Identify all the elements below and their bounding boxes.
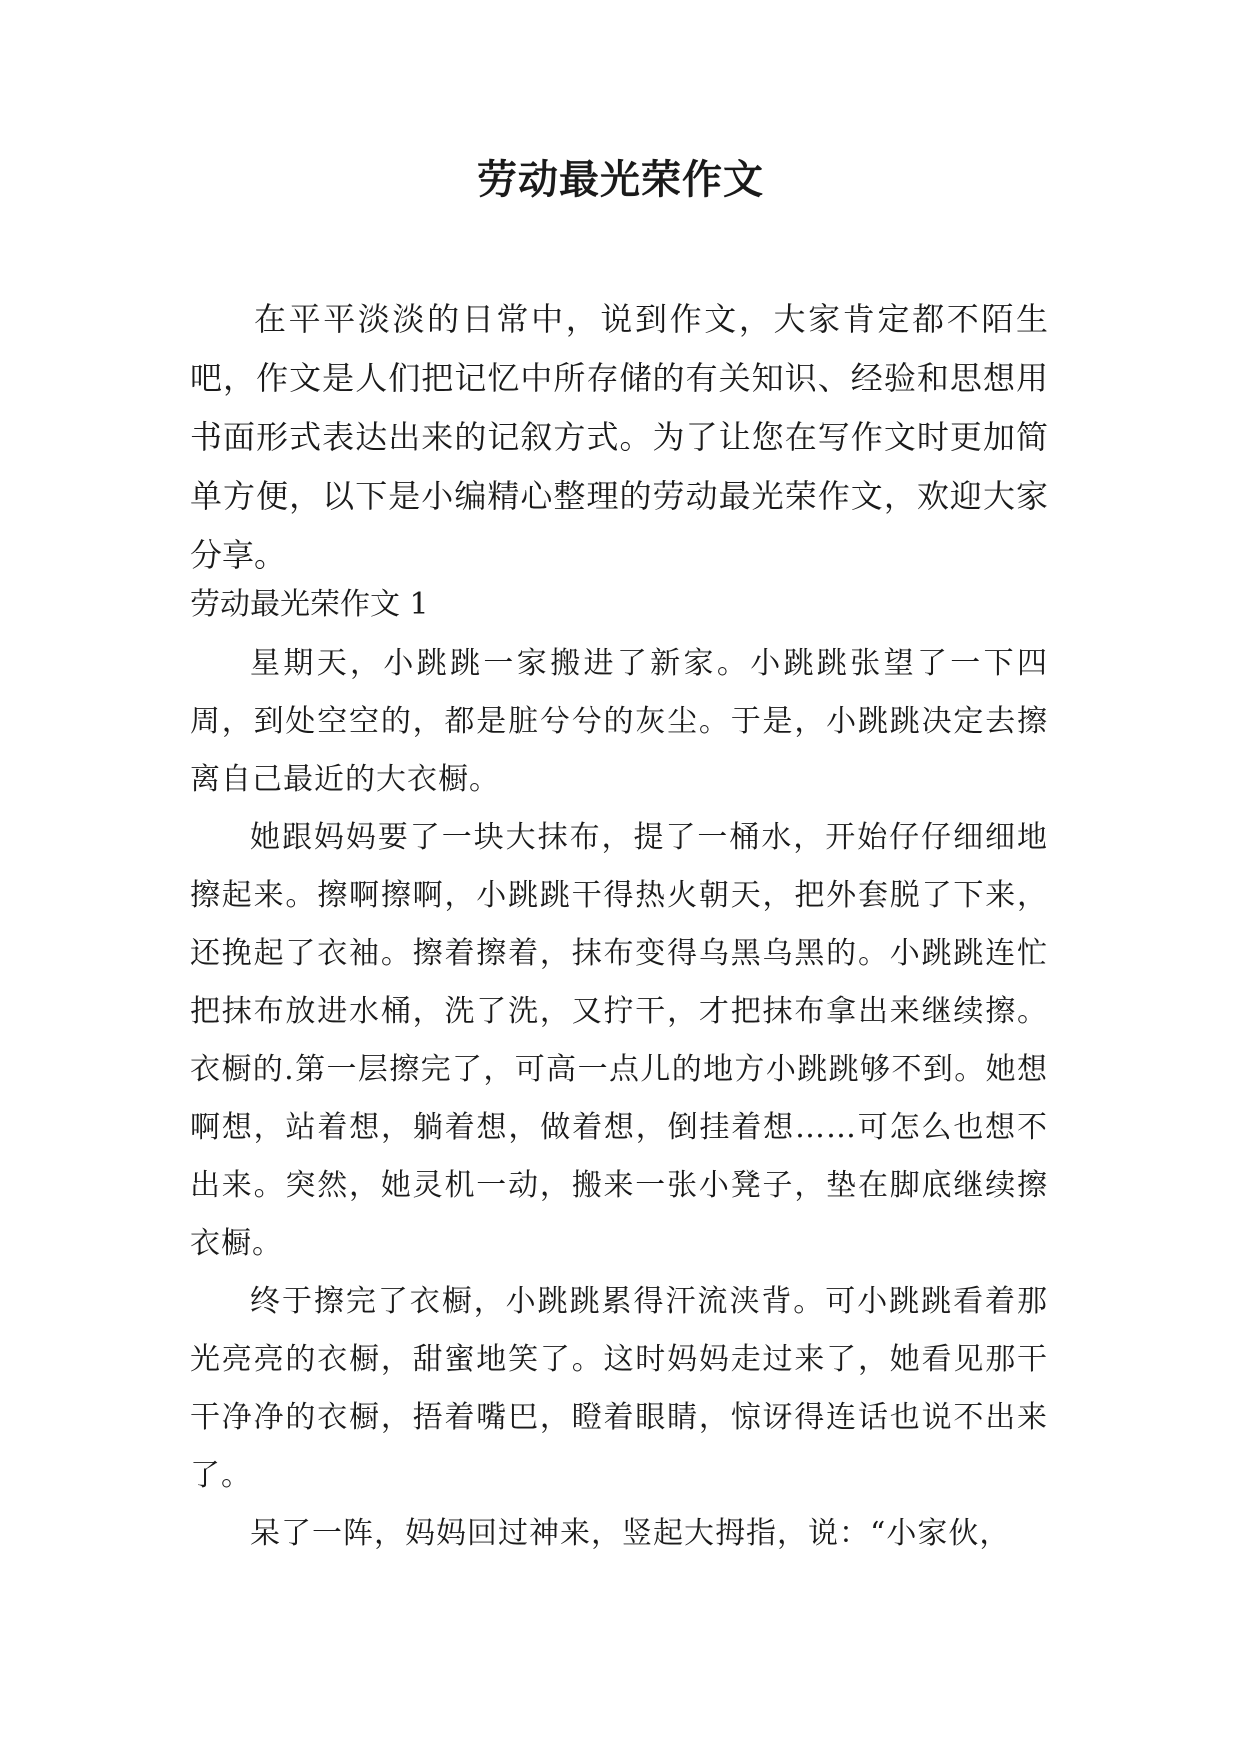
story-body xyxy=(190,635,1048,1563)
story-paragraph-1: 星期天，小跳跳一家搬进了新家。小跳跳张望了一下四周，到处空空的，都是脏兮兮的灰尘。于是，小跳跳决定去擦离自己最近的大衣橱。 xyxy=(190,646,1048,797)
intro-paragraph: 在平平淡淡的日常中，说到作文，大家肯定都不陌生吧，作文是人们把记忆中所存储的有关知识、经验和思想用书面形式表达出来的记叙方式。为了让您在写作文时更加简单方便，以下是小编精心整理的劳动最光荣作文，欢迎大家分享。 xyxy=(190,300,1048,574)
section-heading: 劳动最光荣作文 1 xyxy=(190,587,429,622)
intro-block xyxy=(190,290,1048,585)
story-paragraph-4: 呆了一阵，妈妈回过神来，竖起大拇指，说：“小家伙， xyxy=(250,1516,1011,1551)
story-paragraph-2: 她跟妈妈要了一块大抹布，提了一桶水，开始仔仔细细地擦起来。擦啊擦啊，小跳跳干得热火朝天，把外套脱了下来，还挽起了衣袖。擦着擦着，抹布变得乌黑乌黑的。小跳跳连忙把抹布放进水桶，洗了洗，又拧干，才把抹布拿出来继续擦。衣橱的.第一层擦完了，可高一点儿的地方小跳跳够不到。她想啊想，站着想，躺着想，做着想，倒挂着想……可怎么也想不出来。突然，她灵机一动，搬来一张小凳子，垫在脚底继续擦衣橱。 xyxy=(190,820,1048,1261)
story-paragraph-3: 终于擦完了衣橱，小跳跳累得汗流浃背。可小跳跳看着那光亮亮的衣橱，甜蜜地笑了。这时妈妈走过来了，她看见那干干净净的衣橱，捂着嘴巴，瞪着眼睛，惊讶得连话也说不出来了。 xyxy=(190,1284,1048,1493)
document-title: 劳动最光荣作文 xyxy=(477,156,764,203)
